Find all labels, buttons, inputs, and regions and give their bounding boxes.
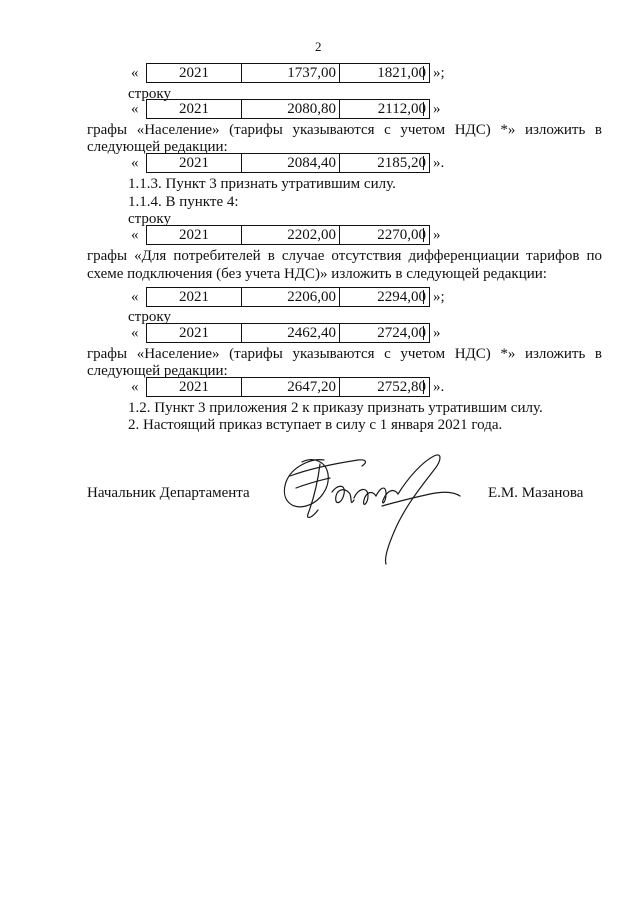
text-line: строку <box>128 309 171 325</box>
open-quote: « <box>131 325 139 341</box>
value-cell-2: 2112,00 <box>340 100 430 119</box>
table-row <box>0 287 640 307</box>
tariff-table <box>146 287 430 307</box>
table-edge-mark <box>423 380 430 394</box>
signatory-position: Начальник Департамента <box>87 485 250 501</box>
signatory-name: Е.М. Мазанова <box>488 485 584 501</box>
handwritten-signature <box>272 448 472 568</box>
table-edge-mark <box>423 102 430 116</box>
table-row <box>0 377 640 397</box>
text-line: графы «Население» (тарифы указываются с учетом НДС) *» изложить в <box>87 346 602 362</box>
value-cell-1: 2080,80 <box>242 100 340 119</box>
year-cell: 2021 <box>147 226 242 245</box>
value-cell-1: 2206,00 <box>242 288 340 307</box>
text-line: следующей редакции: <box>87 139 228 155</box>
tariff-table <box>146 377 430 397</box>
table-row <box>0 99 640 119</box>
value-cell-1: 2462,40 <box>242 324 340 343</box>
open-quote: « <box>131 227 139 243</box>
tariff-table <box>146 63 430 83</box>
table-edge-mark <box>423 66 430 80</box>
value-cell-2: 2752,80 <box>340 378 430 397</box>
open-quote: « <box>131 101 139 117</box>
year-cell: 2021 <box>147 100 242 119</box>
close-quote: »; <box>433 65 445 81</box>
table-row <box>0 323 640 343</box>
text-line: схеме подключения (без учета НДС)» изложить в следующей редакции: <box>87 266 547 282</box>
table-row <box>0 63 640 83</box>
table-edge-mark <box>423 326 430 340</box>
table-edge-mark <box>423 290 430 304</box>
close-quote: » <box>433 227 441 243</box>
open-quote: « <box>131 289 139 305</box>
open-quote: « <box>131 65 139 81</box>
text-line: строку <box>128 86 171 102</box>
text-line: строку <box>128 211 171 227</box>
value-cell-2: 2270,00 <box>340 226 430 245</box>
close-quote: ». <box>433 155 445 171</box>
tariff-table <box>146 99 430 119</box>
table-edge-mark <box>423 156 430 170</box>
text-line: 1.1.3. Пункт 3 признать утратившим силу. <box>128 176 396 192</box>
value-cell-2: 2724,00 <box>340 324 430 343</box>
text-line: 2. Настоящий приказ вступает в силу с 1 января 2021 года. <box>128 417 503 433</box>
year-cell: 2021 <box>147 324 242 343</box>
tariff-table <box>146 225 430 245</box>
value-cell-1: 2084,40 <box>242 154 340 173</box>
close-quote: »; <box>433 289 445 305</box>
open-quote: « <box>131 379 139 395</box>
value-cell-1: 2202,00 <box>242 226 340 245</box>
text-line: 1.1.4. В пункте 4: <box>128 194 239 210</box>
year-cell: 2021 <box>147 154 242 173</box>
close-quote: » <box>433 325 441 341</box>
text-line: 1.2. Пункт 3 приложения 2 к приказу признать утратившим силу. <box>128 400 543 416</box>
text-line: графы «Население» (тарифы указываются с учетом НДС) *» изложить в <box>87 122 602 138</box>
open-quote: « <box>131 155 139 171</box>
year-cell: 2021 <box>147 64 242 83</box>
table-row <box>0 225 640 245</box>
value-cell-1: 2647,20 <box>242 378 340 397</box>
close-quote: » <box>433 101 441 117</box>
value-cell-2: 2294,00 <box>340 288 430 307</box>
tariff-table <box>146 153 430 173</box>
table-row <box>0 153 640 173</box>
year-cell: 2021 <box>147 288 242 307</box>
text-line: следующей редакции: <box>87 363 228 379</box>
value-cell-2: 1821,00 <box>340 64 430 83</box>
table-edge-mark <box>423 228 430 242</box>
text-line: графы «Для потребителей в случае отсутствия дифференциации тарифов по <box>87 248 602 264</box>
value-cell-1: 1737,00 <box>242 64 340 83</box>
close-quote: ». <box>433 379 445 395</box>
page-number: 2 <box>315 39 322 54</box>
tariff-table <box>146 323 430 343</box>
year-cell: 2021 <box>147 378 242 397</box>
value-cell-2: 2185,20 <box>340 154 430 173</box>
